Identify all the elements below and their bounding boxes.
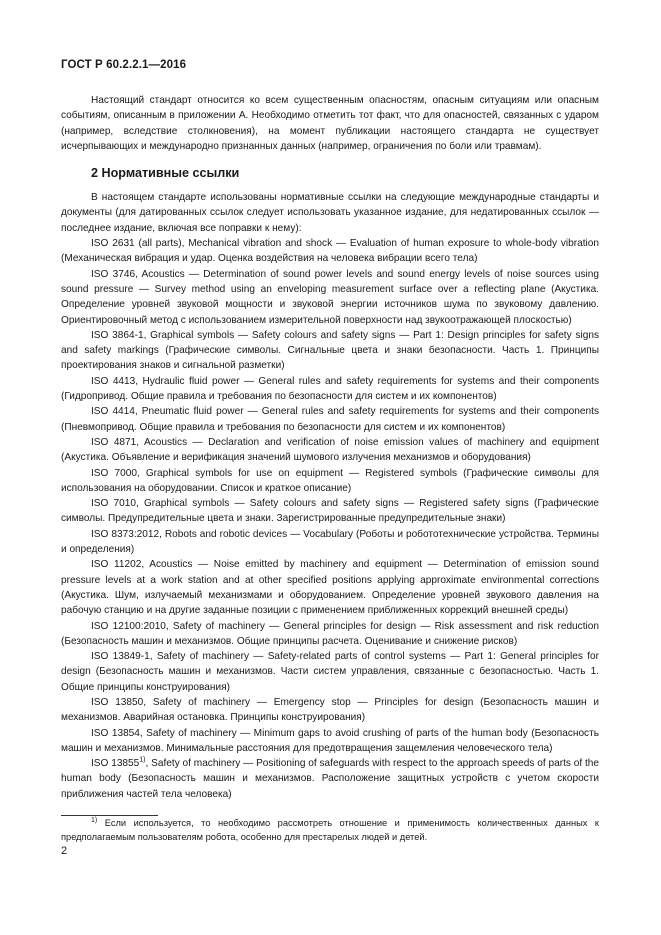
document-header: ГОСТ Р 60.2.2.1—2016 bbox=[61, 59, 187, 71]
reference-code: ISO 13855 bbox=[91, 758, 140, 770]
reference-item: ISO 11202, Acoustics — Noise emitted by machinery and equipment — Determination of emission sound pressure levels at a work station and at other specified positions applying approximate environmental corrections (Акустика. Шум, излучаемый механизмами и оборудованием. Определение уровней звукового давления на рабочую станцию и на другие заданные позиции с применением приближенных коррекций внешней среды) bbox=[61, 559, 599, 617]
section-lead: В настоящем стандарте использованы нормативные ссылки на следующие международные стандарты и документы (для датированных ссылок следует использовать указанное издание, для недатированных ссылок — последнее издание, включая все поправки к нему): bbox=[61, 192, 599, 234]
reference-item: ISO 3746, Acoustics — Determination of sound power levels and sound energy levels of noise sources using sound pressure — Survey method using an enveloping measurement surface over a reflecting plane (Акустика. Определение уровней звуковой мощности и звуковой энергии источников шума по звуковому давлению. Ориентировочный метод с использованием измерительной поверхности над звукоотражающей плоскостью) bbox=[61, 268, 599, 326]
reference-item: ISO 13854, Safety of machinery — Minimum gaps to avoid crushing of parts of the human body (Безопасность машин и механизмов. Минимальные расстояния для предотвращения защемления человеческого тела) bbox=[61, 727, 599, 754]
footnote-divider bbox=[61, 815, 158, 816]
section-title: 2 Нормативные ссылки bbox=[91, 166, 240, 181]
reference-item: ISO 2631 (all parts), Mechanical vibration and shock — Evaluation of human exposure to whole-body vibration (Механическая вибрация и удар. Оценка воздействия на человека вибрации всего тела) bbox=[61, 238, 599, 265]
reference-item: ISO 7010, Graphical symbols — Safety colours and safety signs — Registered safety signs (Графические символы. Предупредительные цвета и знаки. Зарегистрированные предупредительные знаки) bbox=[61, 498, 599, 525]
footnote bbox=[61, 817, 599, 844]
intro-paragraph: Настоящий стандарт относится ко всем существенным опасностям, опасным ситуациям или опасным событиям, описанным в приложении А. Необходимо отметить тот факт, что для опасностей, связанных с ударом (например, вследствие столкновения), на момент публикации настоящего стандарта не существует исчерпывающих и международно признанных данных (например, ограничения по боли или травмам). bbox=[61, 95, 599, 152]
reference-item: ISO 4871, Acoustics — Declaration and verification of noise emission values of machinery and equipment (Акустика. Объявление и верификация значений шумового излучения механизмов и оборудования) bbox=[61, 436, 599, 464]
page-number: 2 bbox=[61, 845, 68, 857]
document-body bbox=[61, 93, 599, 802]
reference-item: ISO 8373:2012, Robots and robotic devices — Vocabulary (Роботы и робототехнические устройства. Термины и определения) bbox=[61, 528, 599, 556]
reference-item: ISO 4414, Pneumatic fluid power — General rules and safety requirements for systems and their components (Пневмопривод. Общие правила и требования по безопасности для систем и их компонентов) bbox=[61, 406, 599, 433]
footnote-mark: 1) bbox=[139, 756, 146, 764]
reference-item: ISO 7000, Graphical symbols for use on equipment — Registered symbols (Графические символы для использования на оборудовании. Список и краткое описание) bbox=[61, 467, 599, 494]
reference-text: , Safety of machinery — Positioning of safeguards with respect to the approach speeds of parts of the human body (Безопасность машин и механизмов. Расположение защитных устройств с учетом скорости приближения частей тела человека) bbox=[61, 758, 599, 800]
footnote-text: Если используется, то необходимо рассмотреть отношение и применимость количественных данных к предполагаемым пользователям робота, особенно для престарелых людей и детей. bbox=[61, 818, 599, 842]
reference-item: ISO 13850, Safety of machinery — Emergency stop — Principles for design (Безопасность машин и механизмов. Аварийная остановка. Принципы конструирования) bbox=[61, 696, 599, 724]
reference-item: ISO 12100:2010, Safety of machinery — General principles for design — Risk assessment and risk reduction (Безопасность машин и механизмов. Общие принципы расчета. Оценивание и снижение рисков) bbox=[61, 620, 599, 647]
reference-item-last bbox=[61, 756, 599, 802]
reference-item: ISO 13849-1, Safety of machinery — Safety-related parts of control systems — Part 1: General principles for design (Безопасность машин и механизмов. Части систем управления, связанные с безопасностью. Часть 1. Общие принципы конструирования) bbox=[61, 651, 599, 693]
reference-item: ISO 3864-1, Graphical symbols — Safety colours and safety signs — Part 1: Design principles for safety signs and safety markings (Графические символы. Сигнальные цвета и знаки безопасности. Часть 1. Принципы проектирования знаков и сигнальной разметки) bbox=[61, 329, 599, 372]
reference-list bbox=[61, 236, 599, 756]
reference-item: ISO 4413, Hydraulic fluid power — General rules and safety requirements for systems and their components (Гидропривод. Общие правила и требования по безопасности для систем и их компонентов) bbox=[61, 375, 599, 403]
footnote-mark: 1) bbox=[91, 816, 98, 824]
